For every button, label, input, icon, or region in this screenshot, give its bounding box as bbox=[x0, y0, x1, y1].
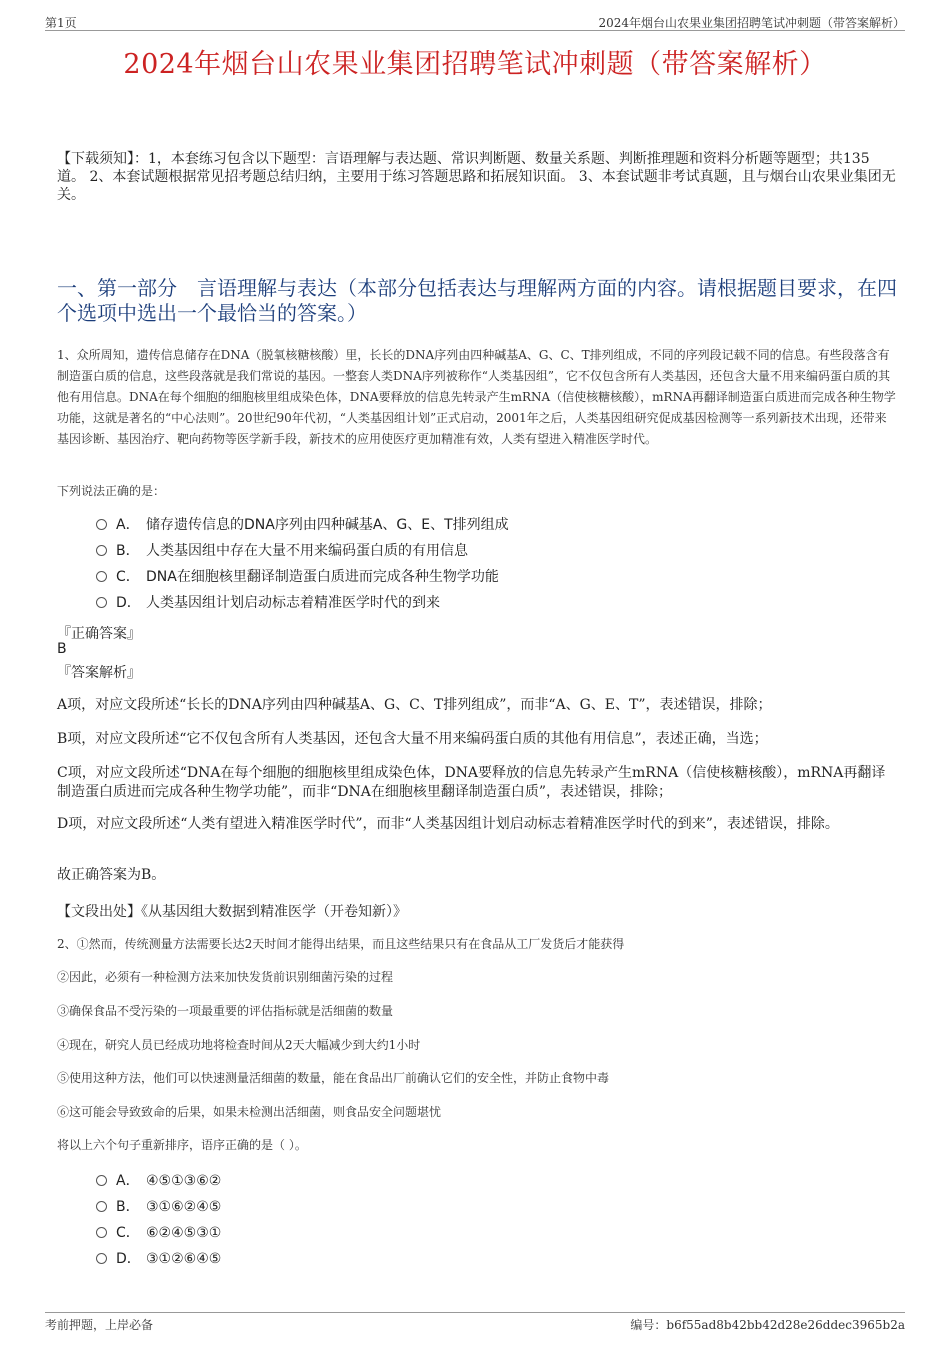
analysis-item-d: D项，对应文段所述“人类有望进入精准医学时代”，而非“人类基因组计划启动标志着精准医学时代的到来”，表述错误，排除。 bbox=[57, 816, 839, 832]
q2-option-b[interactable]: B． ③①⑥②④⑤ bbox=[96, 1197, 221, 1217]
page-number: 第1页 bbox=[45, 16, 77, 30]
analysis-item-b: B项，对应文段所述“它不仅包含所有人类基因，还包含大量不用来编码蛋白质的其他有用信息”，表述正确，当选； bbox=[57, 731, 768, 747]
q1-passage: 1、众所周知，遗传信息储存在DNA（脱氧核糖核酸）里，长长的DNA序列由四种碱基A、G、C、T排列组成，不同的序列段记载不同的信息。有些段落含有制造蛋白质的信息，这些段落就是我们常说的基因。一整套人类DNA序列被称作“人类基因组”，它不仅包含所有人类基因，还包含大量不用来编码蛋白质的其他有用信息。DNA在每个细胞的细胞核里组成染色体，DNA要释放的信息先转录产生mRNA（信使核糖核酸），mRNA再翻译制造蛋白质进而完成各种生物学功能，这就是著名的“中心法则”。20世纪90年代初，“人类基因组计划”正式启动，2001年之后，人类基因组研究促成基因检测等一系列新技术出现，还带来基因诊断、基因治疗、靶向药物等医学新手段，新技术的应用使医疗更加精准有效，人类有望进入精准医学时代。 bbox=[57, 348, 896, 446]
q2-sentence-5: ⑤使用这种方法，他们可以快速测量活细菌的数量，能在食品出厂前确认它们的安全性，并防止食物中毒 bbox=[57, 1071, 610, 1085]
analysis-item-c: C项，对应文段所述“DNA在每个细胞的细胞核里组成染色体，DNA要释放的信息先转录产生mRNA（信使核糖核酸），mRNA再翻译制造蛋白质进而完成各种生物学功能”，而非“DNA在细胞核里翻译制造蛋白质”，表述错误，排除； bbox=[57, 765, 886, 800]
q2-option-d[interactable]: D． ③①②⑥④⑤ bbox=[96, 1249, 221, 1269]
section-heading: 一、第一部分 言语理解与表达（本部分包括表达与理解两方面的内容。请根据题目要求，在四个选项中选出一个最恰当的答案。） bbox=[57, 276, 897, 325]
q2-sentence-3: ③确保食品不受污染的一项最重要的评估指标就是活细菌的数量 bbox=[57, 1004, 394, 1018]
radio-icon[interactable] bbox=[96, 1175, 107, 1186]
download-notice: 【下载须知】：1，本套练习包含以下题型：言语理解与表达题、常识判断题、数量关系题、判断推理题和资料分析题等题型；共135道。 2、本套试题根据常见招考题总结归纳，主要用于练习答题思路和拓展知识面。 3、本套试题非考试真题，且与烟台山农果业集团无关。 bbox=[57, 151, 896, 203]
q1-option-a[interactable]: A． 储存遗传信息的DNA序列由四种碱基A、G、E、T排列组成 bbox=[96, 515, 509, 535]
q1-option-c[interactable]: C． DNA在细胞核里翻译制造蛋白质进而完成各种生物学功能 bbox=[96, 567, 499, 587]
q2-option-c[interactable]: C． ⑥②④⑤③① bbox=[96, 1223, 221, 1243]
q2-prompt: 将以上六个句子重新排序，语序正确的是（ ）。 bbox=[57, 1138, 307, 1152]
radio-icon[interactable] bbox=[96, 597, 107, 608]
footer-slogan: 考前押题，上岸必备 bbox=[45, 1318, 154, 1332]
q1-option-d[interactable]: D． 人类基因组计划启动标志着精准医学时代的到来 bbox=[96, 593, 440, 613]
document-title: 2024年烟台山农果业集团招聘笔试冲刺题（带答案解析） bbox=[123, 49, 827, 80]
radio-icon[interactable] bbox=[96, 519, 107, 530]
radio-icon[interactable] bbox=[96, 1253, 107, 1264]
q1-prompt: 下列说法正确的是： bbox=[57, 484, 166, 498]
page-header bbox=[45, 12, 905, 31]
q2-option-a[interactable]: A． ④⑤①③⑥② bbox=[96, 1171, 221, 1191]
radio-icon[interactable] bbox=[96, 1201, 107, 1212]
header-doc-title: 2024年烟台山农果业集团招聘笔试冲刺题（带答案解析） bbox=[598, 16, 905, 30]
q2-sentence-4: ④现在，研究人员已经成功地将检查时间从2天大幅减少到大约1小时 bbox=[57, 1038, 421, 1052]
analysis-label: 『答案解析』 bbox=[57, 665, 141, 681]
radio-icon[interactable] bbox=[96, 545, 107, 556]
page-footer bbox=[45, 1312, 905, 1333]
passage-source: 【文段出处】《从基因组大数据到精准医学（开卷知新）》 bbox=[57, 904, 407, 920]
analysis-item-a: A项，对应文段所述“长长的DNA序列由四种碱基A、G、C、T排列组成”，而非“A、G、E、T”，表述错误，排除； bbox=[57, 697, 772, 713]
q2-sentence-6: ⑥这可能会导致致命的后果，如果未检测出活细菌，则食品安全问题堪忧 bbox=[57, 1105, 442, 1119]
footer-code: 编号：b6f55ad8b42bb42d28e26ddec3965b2a bbox=[630, 1318, 905, 1332]
answer-label: 『正确答案』 bbox=[57, 626, 141, 642]
q2-sentence-2: ②因此，必须有一种检测方法来加快发货前识别细菌污染的过程 bbox=[57, 970, 394, 984]
analysis-conclusion: 故正确答案为B。 bbox=[57, 867, 166, 883]
radio-icon[interactable] bbox=[96, 571, 107, 582]
q1-option-b[interactable]: B． 人类基因组中存在大量不用来编码蛋白质的有用信息 bbox=[96, 541, 468, 561]
answer-value: B bbox=[57, 641, 67, 657]
q2-sentence-1: 2、①然而，传统测量方法需要长达2天时间才能得出结果，而且这些结果只有在食品从工厂发货后才能获得 bbox=[57, 937, 625, 951]
radio-icon[interactable] bbox=[96, 1227, 107, 1238]
